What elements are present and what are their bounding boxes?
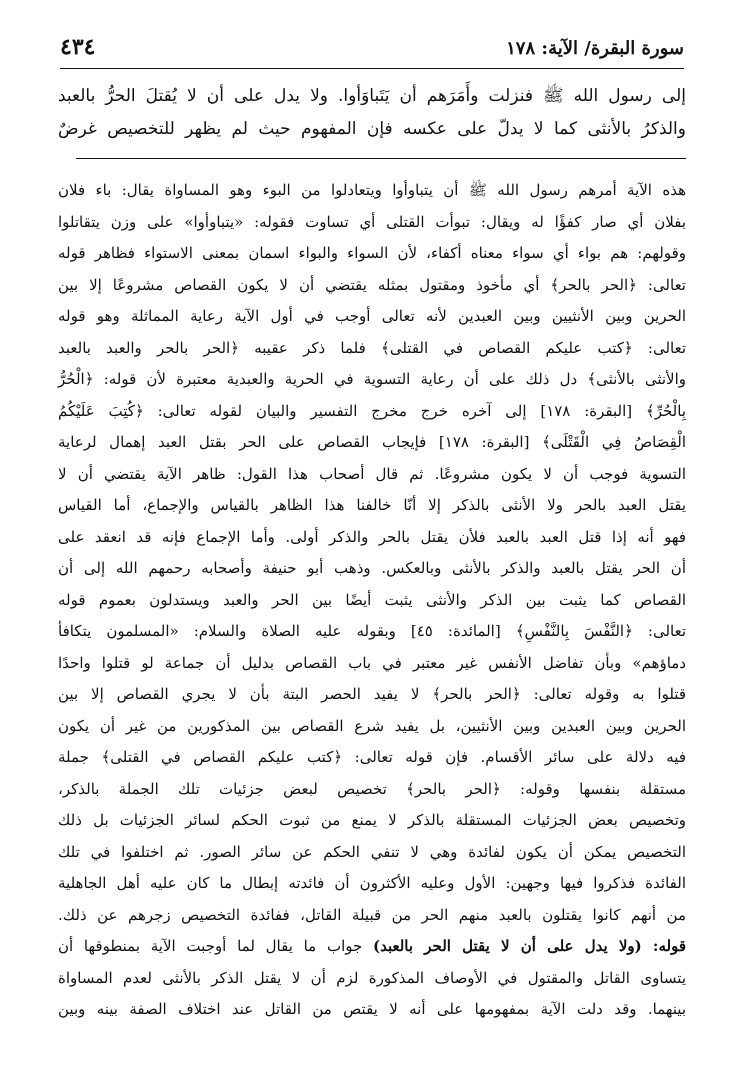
commentary-line: الحرين وبين العبدين وبين الأنثيين، بل يفيد شرع القصاص بين المذكورين من غير أن يكون xyxy=(58,716,686,735)
main-text xyxy=(58,80,686,146)
commentary-line: التسوية فوجب أن لا يكون مشروعًا. ثم قال أصحاب هذا القول: ظاهر الآية يقتضي أن لا xyxy=(58,464,686,483)
commentary-line: بِالْحُرِّ﴾ [البقرة: ١٧٨] إلى آخره خرج مخرج التفسير والبيان لقوله تعالى: ﴿كُتِبَ عَلَيْكُمُ xyxy=(58,401,687,420)
commentary-line: دماؤهم» وبأن تفاضل الأنفس غير معتبر في باب القصاص بدليل أن جماعة لو قتلوا واحدًا xyxy=(58,653,686,672)
main-text-line: والذكرُ بالأنثى كما لا يدلّ على عكسه فإن المفهوم حيث لم يظهر للتخصيص غرضٌ xyxy=(58,119,686,139)
qawluh-first-line xyxy=(58,931,686,963)
main-text-line: إلى رسول الله ﷺ فنزلت وأَمَرَهم أن يَتَباوَأوا. ولا يدل على أن لا يُقتلَ الحرُّ بالعبد xyxy=(58,86,686,106)
commentary-line: الحرين وبين الأنثيين وبين العبدين لأنه تعالى أوجب في أول الآية رعاية المماثلة وهو قوله xyxy=(58,307,686,325)
commentary-line: بينهما. وقد دلت الآية بمفهومها على أنه لا يقتص من القاتل عند اختلاف الصفة بينه وبين xyxy=(58,1000,686,1018)
qawluh-rest: جواب ما يقال لما أوجبت الآية بمنطوقها أن xyxy=(58,937,373,955)
commentary-line: تعالى: ﴿كتب عليكم القصاص في القتلى﴾ فلما ذكر عقيبه ﴿الحر بالحر والعبد بالعبد xyxy=(58,338,686,357)
commentary-line: التخصيص يمكن أن يكون لفائدة وهي لا تنفي الحكم عن سائر الصور. ثم اختلفوا في تلك xyxy=(58,842,686,861)
commentary-line: تعالى: ﴿الحر بالحر﴾ أي مأخوذ ومقتول بمثله يقتضي أن لا يكون القصاص مشروعًا إلا بين xyxy=(58,275,686,294)
commentary-line: الفائدة فذكروا فيها وجهين: الأول وعليه الأكثرون أن فائدته إبطال ما كان عليه أهل الجاهلية xyxy=(58,874,686,892)
commentary-line: وتخصيص بعض الجزئيات المستقلة بالذكر لا يمنع من ثبوت الحكم لسائر الجزئيات بل ذلك xyxy=(58,811,686,829)
commentary-line: تعالى: ﴿النَّفْسَ بِالنَّفْسِ﴾ [المائدة: ٤٥] وبقوله عليه الصلاة والسلام: «المسلمون يتكافأ xyxy=(58,622,686,640)
footnote-separator xyxy=(76,158,686,159)
commentary-line: أن الحر يقتل بالعبد والذكر بالأنثى وبالعكس. وذهب أبو حنيفة وأصحابه رحمهم الله إلى أن xyxy=(58,559,686,577)
commentary-line: قتلوا به وقوله تعالى: ﴿الحر بالحر﴾ لا يفيد الحصر البتة بأن لا يجري القصاص إلا بين xyxy=(58,685,686,703)
commentary-line: من أنهم كانوا يقتلون بالعبد منهم الحر من قبيلة القاتل، ففائدة التخصيص زجرهم عن ذلك. xyxy=(58,905,686,924)
page-number: ٤٣٤ xyxy=(60,34,96,60)
commentary-line: الْقِصَاصُ فِي الْقَتْلَى﴾ [البقرة: ١٧٨] فإيجاب القصاص على الحر بقتل العبد إهمال لرعاية xyxy=(58,433,686,451)
page-header xyxy=(60,28,684,69)
commentary-line: هذه الآية أمرهم رسول الله ﷺ أن يتباوأوا ويتعادلوا من البوء وهو المساواة يقال: باء فلان xyxy=(58,181,686,199)
commentary-line: والأنثى بالأنثى﴾ دل ذلك على أن رعاية التسوية في الحرية والعبدية معتبرة لأن قوله: ﴿الْحُرُّ xyxy=(58,370,686,388)
commentary-line: فهو أنه إذا قتل العبد بالعبد فلأن يقتل بالحر والذكر أولى. وأما الإجماع فإنه قد انعقد على xyxy=(58,527,686,546)
commentary-line: بفلان أي صار كفؤًا له ويقال: تبوأت القتلى أي تساوت فقوله: «يتباوأوا» على وزن يتقاتلوا xyxy=(58,212,686,231)
commentary-text xyxy=(58,175,686,1026)
commentary-line: فيه دلالة على سائر الأقسام. فإن قوله تعالى: ﴿كتب عليكم القصاص في القتلى﴾ جملة xyxy=(58,748,686,766)
commentary-line: يتساوى القاتل والمقتول في الأوصاف المذكورة لزم أن لا يقتل الذكر بالأنثى لعدم المساواة xyxy=(58,968,686,987)
commentary-line: يقتل العبد بالحر ولا الأنثى بالذكر إلا أنّا خالفنا هذا الظاهر بالقياس والإجماع، أما القياس xyxy=(58,496,686,514)
commentary-line: مستقلة بنفسها وقوله: ﴿الحر بالحر﴾ تخصيص لبعض جزئيات تلك الجملة بالذكر، xyxy=(58,779,686,798)
qawluh-lead: قوله: (ولا يدل على أن لا يقتل الحر بالعبد) xyxy=(373,937,686,955)
running-title: سورة البقرة/ الآية: ١٧٨ xyxy=(506,38,684,59)
commentary-line: وقولهم: هم بواء أي سواء معناه أكفاء، لأن السواء والبواء اسمان بمعنى الاستواء فظاهر قوله xyxy=(58,244,686,262)
commentary-line: القصاص كما يثبت بين الذكر والأنثى يثبت أيضًا بين الحر والعبد ويستدلون بعموم قوله xyxy=(58,590,686,609)
